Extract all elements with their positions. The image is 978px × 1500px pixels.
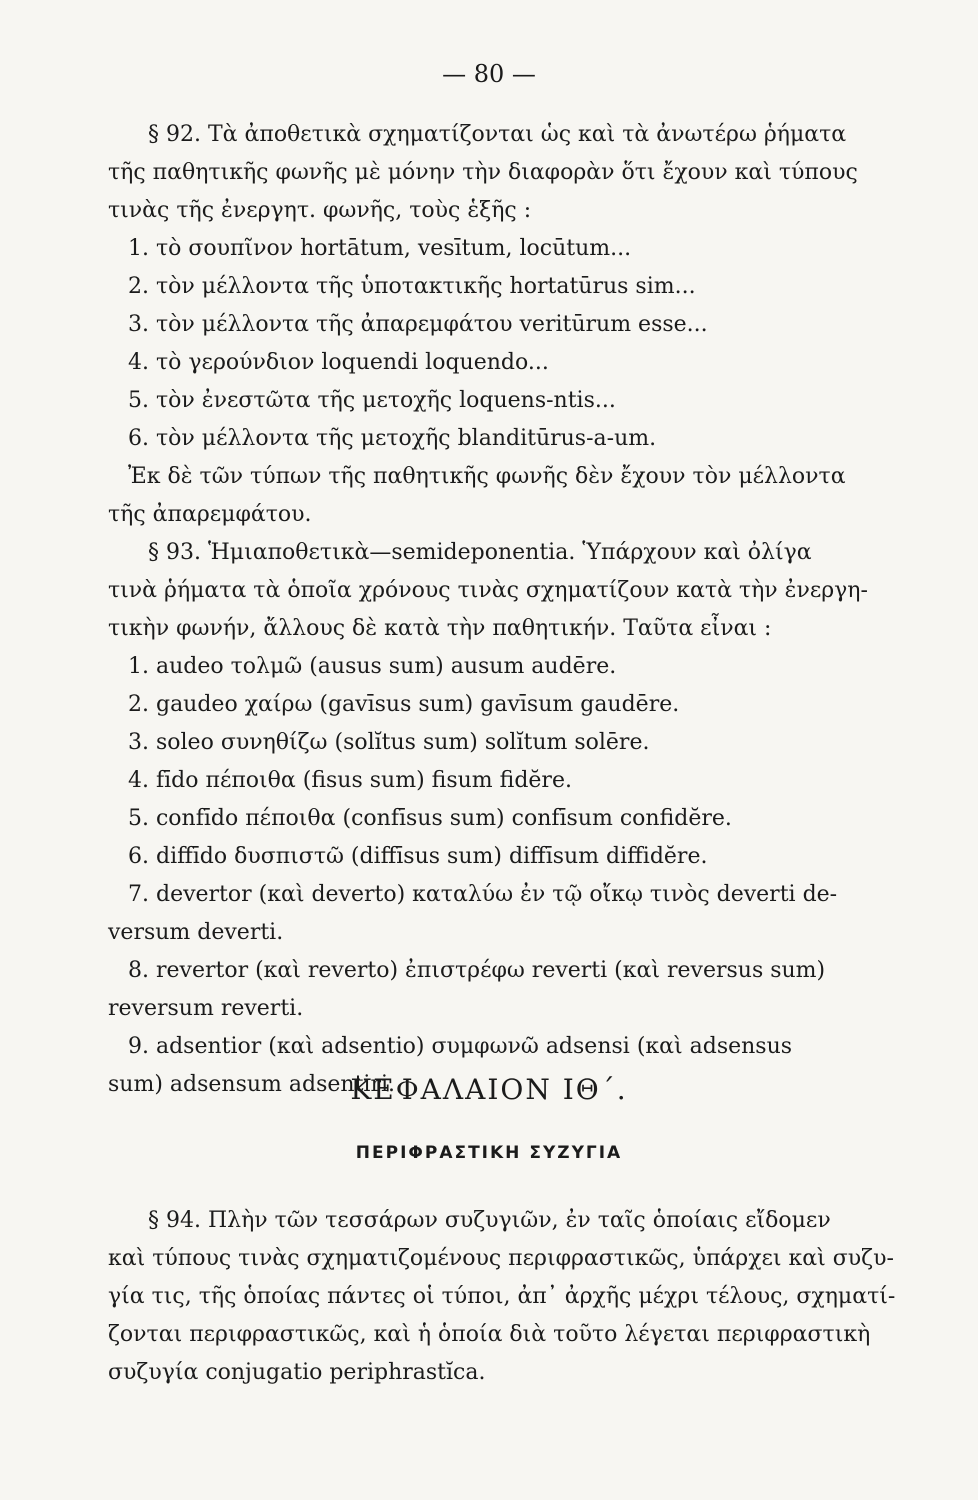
- list-item: 2. τὸν μέλλοντα τῆς ὑποτακτικῆς hortatūrus sim...: [128, 274, 696, 299]
- text-line: συζυγία conjugatio periphrastĭca.: [108, 1360, 486, 1385]
- text-line: § 92. Τὰ ἀποθετικὰ σχηματίζονται ὡς καὶ τὰ ἀνωτέρω ῥήματα: [148, 122, 847, 147]
- text-line: τῆς ἀπαρεμφάτου.: [108, 502, 312, 527]
- list-item: 9. adsentior (καὶ adsentio) συμφωνῶ adsensi (καὶ adsensus: [128, 1034, 793, 1059]
- text-line: Ἐκ δὲ τῶν τύπων τῆς παθητικῆς φωνῆς δὲν ἔχουν τὸν μέλλοντα: [128, 464, 846, 489]
- chapter-title: ΚΕΦΑΛΑΙΟΝ ΙΘ΄.: [350, 1073, 628, 1106]
- list-item: 1. audeo τολμῶ (ausus sum) ausum audēre.: [128, 654, 617, 679]
- list-item: 1. τὸ σουπῖνον hortātum, vesītum, locūtum...: [128, 236, 632, 261]
- page-number: — 80 —: [442, 60, 536, 88]
- chapter-subtitle: ΠΕΡΙΦΡΑΣΤΙΚΗ ΣΥΖΥΓΙΑ: [355, 1143, 623, 1163]
- list-item: 7. devertor (καὶ deverto) καταλύω ἐν τῷ οἴκῳ τινὸς deverti de-: [128, 882, 838, 907]
- list-item: 3. soleo συνηθίζω (solĭtus sum) solĭtum solēre.: [128, 730, 650, 755]
- text-line: τικὴν φωνήν, ἄλλους δὲ κατὰ τὴν παθητικήν. Ταῦτα εἶναι :: [108, 616, 772, 641]
- text-line: versum deverti.: [108, 920, 284, 945]
- list-item: 5. confīdo πέποιθα (confīsus sum) confīsum confidĕre.: [128, 806, 732, 831]
- text-line: γία τις, τῆς ὁποίας πάντες οἱ τύποι, ἀπ᾿ ἀρχῆς μέχρι τέλους, σχηματί-: [108, 1284, 896, 1309]
- text-line: § 93. Ἡμιαποθετικὰ—semideponentia. Ὑπάρχουν καὶ ὀλίγα: [148, 540, 812, 565]
- text-line: καὶ τύπους τινὰς σχηματιζομένους περιφραστικῶς, ὑπάρχει καὶ συζυ-: [108, 1246, 894, 1271]
- text-line: reversum reverti.: [108, 996, 304, 1021]
- list-item: 3. τὸν μέλλοντα τῆς ἀπαρεμφάτου veritūrum esse...: [128, 312, 708, 337]
- text-line: τινὰ ῥήματα τὰ ὁποῖα χρόνους τινὰς σχηματίζουν κατὰ τὴν ἐνεργη-: [108, 578, 868, 603]
- list-item: 4. τὸ γερούνδιον loquendi loquendo...: [128, 350, 549, 375]
- text-line: sum) adsensum adsentiri.: [108, 1072, 395, 1097]
- list-item: 6. diffīdo δυσπιστῶ (diffīsus sum) diffīsum diffidĕre.: [128, 844, 708, 869]
- text-line: ζονται περιφραστικῶς, καὶ ἡ ὁποία διὰ τοῦτο λέγεται περιφραστικὴ: [108, 1322, 871, 1347]
- text-line: τῆς παθητικῆς φωνῆς μὲ μόνην τὴν διαφορὰν ὅτι ἔχουν καὶ τύπους: [108, 160, 858, 185]
- list-item: 6. τὸν μέλλοντα τῆς μετοχῆς blanditūrus-a-um.: [128, 426, 657, 451]
- list-item: 2. gaudeo χαίρω (gavīsus sum) gavīsum gaudēre.: [128, 692, 680, 717]
- list-item: 8. revertor (καὶ reverto) ἐπιστρέφω reverti (καὶ reversus sum): [128, 958, 826, 983]
- list-item: 5. τὸν ἐνεστῶτα τῆς μετοχῆς loquens-ntis...: [128, 388, 616, 413]
- text-line: § 94. Πλὴν τῶν τεσσάρων συζυγιῶν, ἐν ταῖς ὁποίαις εἴδομεν: [148, 1208, 831, 1233]
- text-line: τινὰς τῆς ἐνεργητ. φωνῆς, τοὺς ἑξῆς :: [108, 198, 532, 223]
- list-item: 4. fīdo πέποιθα (fisus sum) fisum fidĕre.: [128, 768, 572, 793]
